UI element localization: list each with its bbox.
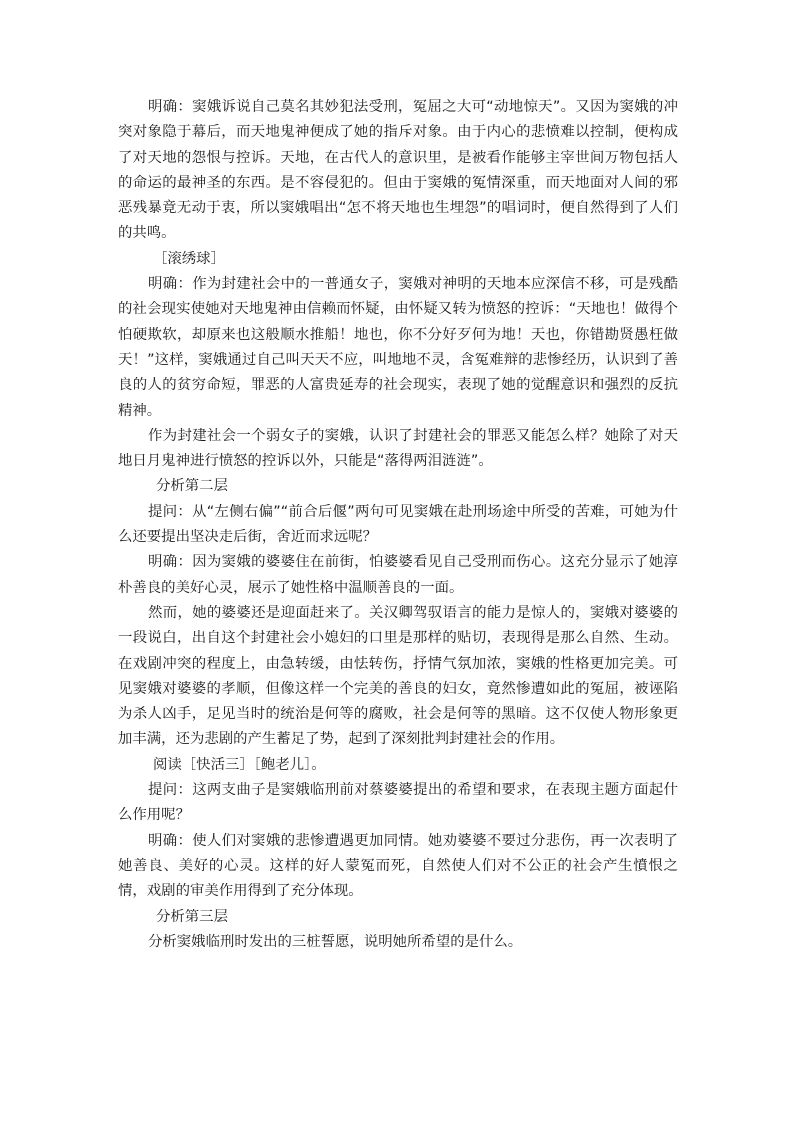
paragraph-question-2: 提问：这两支曲子是窦娥临刑前对蔡婆婆提出的希望和要求，在表现主题方面起什么作用呢？ [118,782,678,824]
section-heading-gunxiuqiu: ［滚绣球］ [153,250,225,267]
paragraph-commentary-1: 作为封建社会一个弱女子的窦娥，认识了封建社会的罪恶又能怎么样？她除了对天地日月鬼神进行愤怒的控诉以外，只能是“落得两泪涟涟”。 [118,427,678,470]
paragraph-answer-3: 明确：因为窦娥的婆婆住在前街，怕婆婆看见自己受刑而伤心。这充分显示了她淳朴善良的美好心灵，展示了她性格中温顺善良的一面。 [118,554,678,596]
paragraph-answer-1: 明确：窦娥诉说自己莫名其妙犯法受刑，冤屈之大可“动地惊天”。又因为窦娥的冲突对象隐于幕后，而天地鬼神便成了她的指斥对象。由于内心的悲愤难以控制，便构成了对天地的怨恨与控诉。天地，在古代人的意识里，是被看作能够主宰世间万物包括人的命运的最神圣的东西。是不容侵犯的。但由于窦娥的冤情深重，而天地面对人间的邪恶残暴竟无动于衷，所以窦娥唱出“怎不将天地也生埋怨”的唱词时，便自然得到了人们的共鸣。 [118,99,678,242]
document-body [118,95,678,955]
section-heading-layer-3: 分析第三层 [156,908,228,925]
section-heading-reading: 阅读［快活三］［鲍老儿］。 [153,756,326,773]
paragraph-commentary-2: 然而，她的婆婆还是迎面赶来了。关汉卿驾驭语言的能力是惊人的，窦娥对婆婆的一段说白，出自这个封建社会小媳妇的口里是那样的贴切，表现得是那么自然、生动。在戏剧冲突的程度上，由急转缓，由怯转伤，抒情气氛加浓，窦娥的性格更加完美。可见窦娥对婆婆的孝顺，但像这样一个完美的善良的妇女，竟然惨遭如此的冤屈，被诬陷为杀人凶手，足见当时的统治是何等的腐败，社会是何等的黑暗。这不仅使人物形象更加丰满，还为悲剧的产生蓄足了势，起到了深刻批判封建社会的作用。 [118,604,678,748]
section-heading-layer-2: 分析第二层 [156,478,228,495]
paragraph-task: 分析窦娥临刑时发出的三桩誓愿，说明她所希望的是什么。 [148,933,523,950]
paragraph-answer-2: 明确：作为封建社会中的一普通女子，窦娥对神明的天地本应深信不移，可是残酷的社会现实使她对天地鬼神由信赖而怀疑，由怀疑又转为愤怒的控诉：“天地也！做得个怕硬欺软，却原来也这般顺水推船！地也，你不分好歹何为地！天也，你错勘贤愚枉做天！”这样，窦娥通过自己叫天天不应，叫地地不灵，含冤难辩的悲惨经历，认识到了善良的人的贫穷命短，罪恶的人富贵延寿的社会现实，表现了她的觉醒意识和强烈的反抗精神。 [118,276,678,419]
paragraph-answer-4: 明确：使人们对窦娥的悲惨遭遇更加同情。她劝婆婆不要过分悲伤，再一次表明了她善良、美好的心灵。这样的好人蒙冤而死，自然使人们对不公正的社会产生憤恨之情，戏剧的审美作用得到了充分体现。 [118,832,678,900]
paragraph-question-1: 提问：从“左侧右偏”“前合后偃”两句可见窦娥在赴刑场途中所受的苦难，可她为什么还要提出坚决走后街，舍近而求远呢？ [118,503,678,546]
